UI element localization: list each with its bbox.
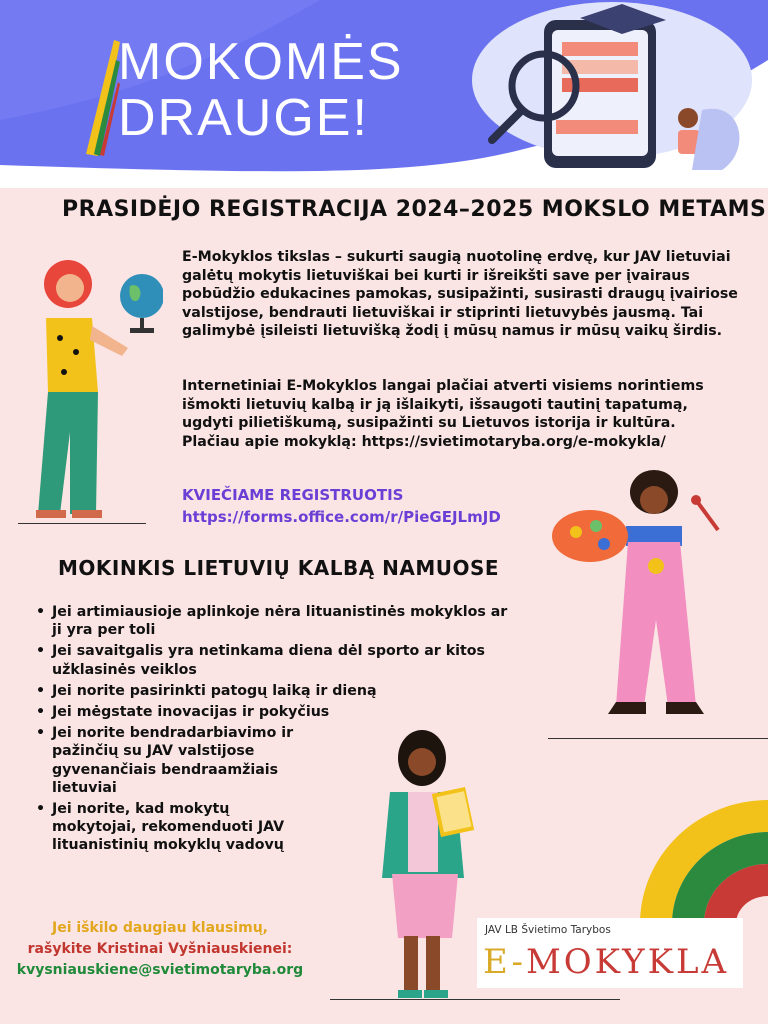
divider-line [548,738,768,739]
contact-question: Jei iškilo daugiau klausimų, [52,920,268,936]
registration-heading: PRASIDĖJO REGISTRACIJA 2024–2025 MOKSLO METAMS [62,197,767,222]
e-mokykla-logo [477,918,743,988]
title-line-2: DRAUGE! [118,89,369,147]
divider-line [330,999,620,1000]
page-title [118,34,404,146]
contact-block [0,918,320,981]
logo-name-main: MOKYKLA [525,942,730,982]
mission-paragraph: E-Mokyklos tikslas – sukurti saugią nuotolinę erdvę, kur JAV lietuviai galėtų mokytis lietuviškai bei kurti ir išreikšti save per įvairaus pobūdžio edukacines pamokas, susipažinti, susirasti draugų įvairiose valstijose, bendrauti lietuviškai ir stiprinti lietuvybės jausmą. Tai galimybė įsileisti lietuvišką žodį į mūsų namus ir mūsų vaikų širdis. [182,249,738,339]
logo-subtitle: JAV LB Švietimo Tarybos [485,924,611,936]
list-item: • Jei artimiausioje aplinkoje nėra lituanistinės mokyklos ar ji yra per toli [36,603,516,639]
painter-girl-illustration [546,470,768,740]
lithuanian-flag-icon [86,40,122,158]
list-item: • Jei norite pasirinkti patogų laiką ir dieną [36,682,516,700]
about-paragraph [182,377,742,451]
list-item: • Jei norite, kad mokytų mokytojai, rekomenduoti JAV lituanistinių mokyklų vadovų [36,800,302,855]
register-label: KVIEČIAME REGISTRUOTIS [182,486,404,504]
list-item: • Jei norite bendradarbiavimo ir pažinčių su JAV valstijose gyvenančiais bendraamžiais lietuviai [36,724,312,797]
divider-line [18,523,146,524]
logo-name-prefix: E- [483,942,526,982]
title-line-1: MOKOMĖS [118,33,404,91]
contact-email[interactable]: kvysniauskiene@svietimotaryba.org [16,962,304,978]
contact-instruction: rašykite Kristinai Vyšniauskienei: [27,941,293,957]
about-text: Internetiniai E-Mokyklos langai plačiai atverti visiems norintiems išmokti lietuvių kalbą ir ją išlaikyti, išsaugoti tautinį tapatumą, ugdyti pilietiškumą, susipažinti su Lietuvos istorija ir kultūra. [182,378,704,431]
registration-block [182,484,501,528]
header-banner [0,0,768,188]
logo-name [483,942,729,982]
woman-with-globe-illustration [18,252,163,524]
register-link[interactable]: https://forms.office.com/r/PieGEJLmJD [182,508,501,526]
tablet-books-illustration [452,0,768,188]
student-with-books-illustration [360,728,490,1004]
more-info-link[interactable]: Plačiau apie mokyklą: https://svietimotaryba.org/e-mokykla/ [182,433,666,450]
list-item: • Jei savaitgalis yra netinkama diena dėl sporto ar kitos užklasinės veiklos [36,642,516,678]
learn-at-home-heading: MOKINKIS LIETUVIŲ KALBĄ NAMUOSE [58,556,500,580]
rainbow-flag-decoration [640,800,768,924]
list-item: • Jei mėgstate inovacijas ir pokyčius [36,703,516,721]
